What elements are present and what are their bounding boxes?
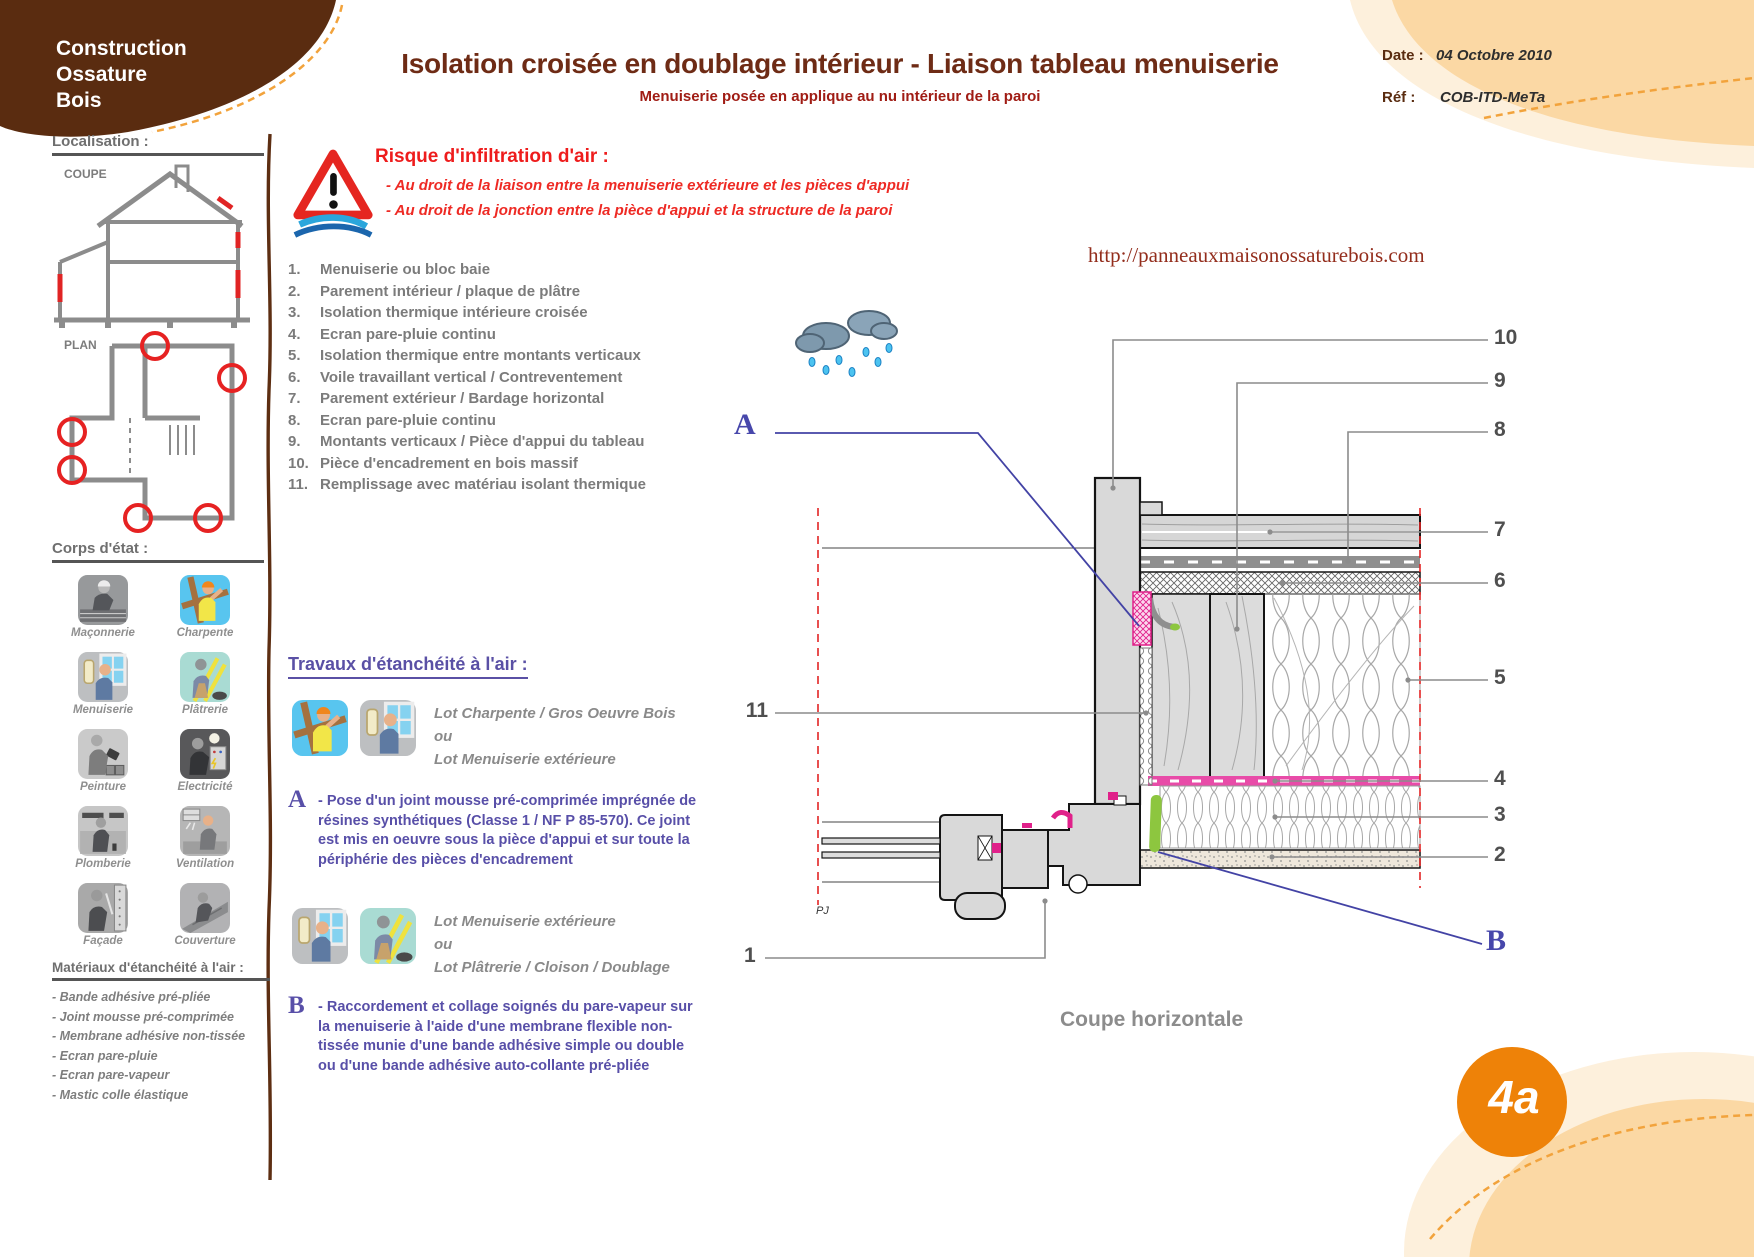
callout-8: 8 [1494,418,1506,441]
trade-ventilation: Ventilation [155,806,255,870]
legend-item: 1. Menuiserie ou bloc baie [288,261,491,278]
legend-item: 6. Voile travaillant vertical / Contreventement [288,368,623,386]
page-title: Isolation croisée en doublage intérieur - Liaison tableau menuiserie [401,48,1279,79]
date-label: Date : [1382,47,1424,64]
ref-value: COB-ITD-MeTa [1440,89,1546,106]
electrician-icon [180,729,230,779]
corps-heading: Corps d'état : [52,540,264,563]
trade-menuiserie: Menuiserie [53,652,153,716]
joiner-icon [78,652,128,702]
callout-5: 5 [1494,666,1506,689]
flexible-membrane [1149,795,1162,852]
brand-line1: Construction [56,37,187,60]
legend-item: 11. Remplissage avec matériau isolant thermique [288,476,646,493]
legend-item: 10. Pièce d'encadrement en bois massif [288,454,578,472]
floor-plan-thumbnail [50,330,255,542]
materiaux-list [52,988,282,1105]
rain-clouds-icon [796,311,897,377]
legend-list [288,261,708,498]
warning-line-2: - Au droit de la jonction entre la pièce d'appui et la structure de la paroi [386,202,893,219]
joiner-icon [292,908,348,964]
materiaux-heading: Matériaux d'étanchéité à l'air : [52,960,270,981]
materiau-item: - Ecran pare-pluie [52,1048,158,1063]
page-number-badge: 4a [1488,1071,1540,1123]
note-b-letter: B [288,992,305,1019]
foam-joint [1133,592,1151,645]
brand-logo [56,36,187,114]
brand-line3: Bois [56,89,102,112]
plumber-icon [78,806,128,856]
materiau-item: - Ecran pare-vapeur [52,1068,170,1082]
callout-11: 11 [745,699,768,722]
joiner-icon [360,700,416,756]
insulation-fill-strip [1140,648,1152,785]
trade-electricite: Electricité [155,729,255,793]
ref-label: Réf : [1382,89,1416,106]
note-a-text: - Pose d'un joint mousse pré-comprimée imprégnée de résines synthétiques (Classe 1 / NF P 85-570). Ce joint est mis en oeuvre sous la pièce d'appui et sur toute la périphérie des pièces d'encadrement [318,793,697,868]
materiau-item: - Mastic colle élastique [52,1087,189,1102]
plasterer-icon [180,652,230,702]
carpenter-icon [180,575,230,625]
warning-line-1: - Au droit de la liaison entre la menuiserie extérieure et les pièces d'appui [386,177,910,194]
note-b-text: - Raccordement et collage soignés du pare-vapeur sur la menuiserie à l'aide d'une membrane flexible non-tissée munie d'une bande adhésive simple ou double ou d'une bande adhésive auto-collante pré-pliée [318,999,693,1074]
wall-layers [1135,515,1420,868]
trade-couverture: Couverture [155,883,255,947]
trade-facade: Façade [53,883,153,947]
callout-3: 3 [1494,803,1506,826]
warning-title: Risque d'infiltration d'air : [375,146,609,167]
localisation-heading: Localisation : [52,133,264,156]
callout-6: 6 [1494,569,1506,592]
callout-2: 2 [1494,843,1506,866]
trade-maconnerie: Maçonnerie [53,575,153,639]
legend-item: 3. Isolation thermique intérieure croisée [288,304,588,321]
callout-1: 1 [744,944,756,967]
travaux-heading: Travaux d'étanchéité à l'air : [288,654,528,679]
lot1-text: Lot Charpente / Gros Oeuvre Bois ou Lot Menuiserie extérieure [434,705,676,768]
callout-10: 10 [1494,326,1518,349]
roofer-icon [180,883,230,933]
facade-icon [78,883,128,933]
legend-item: 8. Ecran pare-pluie continu [288,411,496,429]
window-frame [940,804,1140,919]
trade-platrerie: Plâtrerie [155,652,255,716]
trade-plomberie: Plomberie [53,806,153,870]
drawing-label-b: B [1486,924,1507,957]
legend-item: 2. Parement intérieur / plaque de plâtre [288,282,581,300]
legend-item: 4. Ecran pare-pluie continu [288,325,496,343]
painter-icon [78,729,128,779]
legend-item: 7. Parement extérieur / Bardage horizontal [288,390,605,407]
note-a-letter: A [288,786,307,813]
lot2-text: Lot Menuiserie extérieure ou Lot Plâtrerie / Cloison / Doublage [434,913,670,976]
website-link[interactable]: http://panneauxmaisonossaturebois.com [1088,243,1425,267]
callout-9: 9 [1494,369,1506,392]
corner-decoration-top [1334,0,1754,215]
pj-label: PJ [816,905,829,917]
page-subtitle: Menuiserie posée en applique au nu intérieur de la paroi [639,88,1041,105]
drawing-label-a: A [734,408,756,441]
plan-label: PLAN [64,338,97,352]
coupe-label: COUPE [64,167,107,181]
materiau-item: - Joint mousse pré-comprimée [52,1009,234,1024]
date-value: 04 Octobre 2010 [1436,47,1552,64]
callout-4: 4 [1494,767,1506,790]
brand-line2: Ossature [56,63,148,86]
materiau-item: - Bande adhésive pré-pliée [52,990,211,1004]
carpenter-icon [292,700,348,756]
legend-item: 9. Montants verticaux / Pièce d'appui du tableau [288,433,645,450]
legend-item: 5. Isolation thermique entre montants verticaux [288,347,641,364]
callout-7: 7 [1494,518,1506,541]
trade-charpente: Charpente [155,575,255,639]
plasterer-icon [360,908,416,964]
drawing-caption: Coupe horizontale [1060,1008,1244,1031]
house-section-thumbnail [48,162,258,337]
trade-peinture: Peinture [53,729,153,793]
mason-icon [78,575,128,625]
ventilation-icon [180,806,230,856]
corner-decoration-bottom [1394,1027,1754,1257]
horizontal-section-drawing [726,296,1560,1076]
warning-triangle-icon [292,146,374,242]
materiau-item: - Membrane adhésive non-tissée [52,1029,246,1043]
